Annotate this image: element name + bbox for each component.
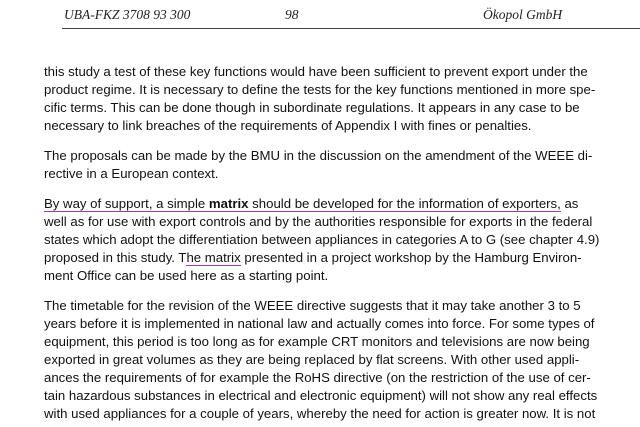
header-project-code: UBA-FKZ 3708 93 300 xyxy=(64,7,191,22)
text-line: The timetable for the revision of the WEEE directive suggests that it may take another 3 to 5 xyxy=(44,298,581,313)
text-line: well as for use with export controls and by the authorities responsible for exports in the federal xyxy=(44,214,593,229)
paragraph-timetable xyxy=(44,297,640,423)
document-body xyxy=(44,63,640,427)
paragraph-key-functions xyxy=(44,63,640,135)
text-line xyxy=(44,249,640,267)
text-line: this study a test of these key functions would have been sufficient to prevent export under the xyxy=(44,64,588,79)
text-line: equipment, this period is too long as for example CRT monitors and televisions are now being xyxy=(44,334,590,349)
header-divider xyxy=(62,28,640,29)
text-span: presented in a project workshop by the Hamburg Environ- xyxy=(240,250,582,265)
text-line: cific terms. This can be done though in subordinate regulations. It appears in any case to be xyxy=(44,100,580,115)
text-line: ances the requirements of for example the RoHS directive (on the restriction of the use of cer- xyxy=(44,370,591,385)
text-line: with used appliances for a couple of years, whereby the need for action is greater now. It is not xyxy=(44,406,596,421)
header-page-number: 98 xyxy=(285,7,299,22)
paragraph-bmu-proposals xyxy=(44,147,640,183)
text-line: necessary to link breaches of the requirements of Appendix I with fines or penalties. xyxy=(44,118,532,133)
paragraph-matrix xyxy=(44,195,640,285)
text-span: as xyxy=(560,196,579,211)
text-line xyxy=(44,195,640,213)
text-line: product regime. It is necessary to define the tests for the key functions mentioned in more spe- xyxy=(44,82,596,97)
highlighted-term-matrix: matrix xyxy=(208,196,249,211)
text-span: proposed in this study. T xyxy=(44,250,187,265)
underlined-text xyxy=(44,196,561,212)
text-line: rective in a European context. xyxy=(44,166,219,181)
text-span: should be developed for the information of exporters, xyxy=(248,196,561,211)
text-span: By way of support, a simple xyxy=(44,196,209,211)
text-line: ment Office can be used here as a starting point. xyxy=(44,268,329,283)
text-line: states which adopt the differentiation between appliances in categories A to G (see chapter 4.9) xyxy=(44,232,600,247)
text-line: tain hazardous substances in electrical and electronic equipment) will not show any real effects xyxy=(44,388,598,403)
underlined-text: he matrix xyxy=(186,250,241,265)
page-header xyxy=(0,0,640,26)
text-line: The proposals can be made by the BMU in the discussion on the amendment of the WEEE di- xyxy=(44,148,593,163)
text-line: exported in great volumes as they are being replaced by flat screens. With other used appli- xyxy=(44,352,580,367)
header-organization: Ökopol GmbH xyxy=(483,7,563,22)
text-line: years before it is implemented in national law and actually comes into force. For some types of xyxy=(44,316,595,331)
